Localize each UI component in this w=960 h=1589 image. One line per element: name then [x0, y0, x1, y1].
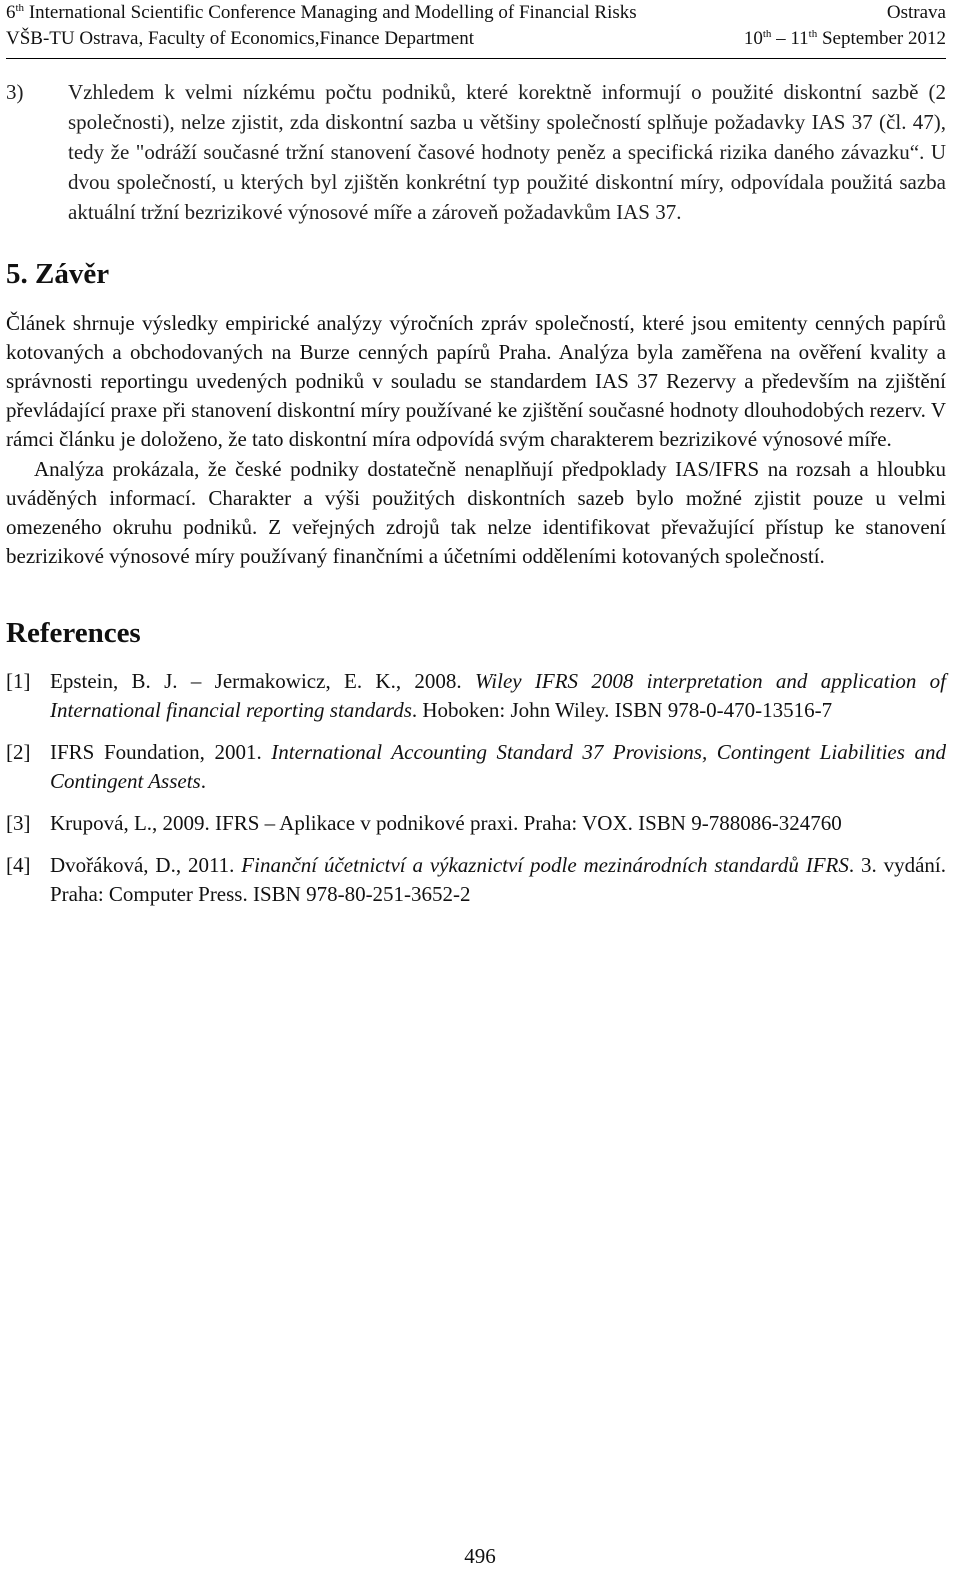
reference-item — [6, 738, 946, 796]
reference-number: [3] — [6, 811, 31, 835]
references-heading: References — [6, 617, 141, 649]
section-heading-conclusion: 5. Závěr — [6, 258, 110, 290]
reference-item — [6, 851, 946, 909]
reference-title: Wiley IFRS 2008 interpretation and application of International financial reporting standards — [50, 669, 946, 722]
reference-text: Epstein, B. J. – Jermakowicz, E. K., 2008. Wiley IFRS 2008 interpretation and application of International financial reporting standards. Hoboken: John Wiley. ISBN 978-0-470-13516-7 — [50, 669, 946, 722]
reference-title: Finanční účetnictví a výkaznictví podle mezinárodních standardů IFRS — [241, 853, 849, 877]
reference-text: Dvořáková, D., 2011. Finanční účetnictví a výkaznictví podle mezinárodních standardů IFRS. 3. vydání. Praha: Computer Press. ISBN 978-80-251-3652-2 — [50, 853, 947, 906]
reference-item — [6, 809, 946, 838]
page-header — [6, 0, 946, 59]
list-item-number: 3) — [6, 80, 24, 104]
conference-title: 6th International Scientific Conference Managing and Modelling of Financial Risks — [6, 2, 637, 23]
page-number: 496 — [464, 1544, 496, 1568]
reference-number: [2] — [6, 740, 31, 764]
conference-organizer: VŠB-TU Ostrava, Faculty of Economics,Finance Department — [6, 28, 475, 49]
list-item-3 — [6, 77, 946, 227]
reference-text: IFRS Foundation, 2001. International Accounting Standard 37 Provisions, Contingent Liabilities and Contingent Assets. — [50, 740, 946, 793]
header-row-2 — [6, 26, 946, 52]
conference-city: Ostrava — [886, 2, 946, 23]
conference-dates: 10th – 11th September 2012 — [743, 28, 946, 49]
reference-item — [6, 667, 946, 725]
reference-text: Krupová, L., 2009. IFRS – Aplikace v podnikové praxi. Praha: VOX. ISBN 9-788086-324760 — [50, 811, 842, 835]
reference-number: [1] — [6, 669, 31, 693]
conclusion-paragraph-1: Článek shrnuje výsledky empirické analýzy výročních zpráv společností, které jsou emitenty cenných papírů kotovaných a obchodovaných na Burze cenných papírů Praha. Analýza byla zaměřena na ověření kvality a správnosti reportingu uvedených podniků v souladu se standardem IAS 37 Rezervy a především na zjištění převládající praxe při stanovení diskontní míry používané ke zjištění současné hodnoty dlouhodobých rezerv. V rámci článku je doloženo, že tato diskontní míra odpovídá svým charakterem bezrizikové výnosové míře. — [6, 311, 946, 451]
reference-number: [4] — [6, 853, 31, 877]
list-item-text: Vzhledem k velmi nízkému počtu podniků, které korektně informují o použité diskontní sazbě (2 společnosti), nelze zjistit, zda diskontní sazba u většiny společností splňuje požadavky IAS 37 (čl. 47), tedy že "odráží současné tržní stanovení časové hodnoty peněz a specifická rizika daného závazku“. U dvou společností, u kterých byl zjištěn konkrétní typ použité diskontní míry, odpovídala použitá sazba aktuální tržní bezrizikové výnosové míře a zároveň požadavkům IAS 37. — [68, 80, 946, 224]
header-row-1 — [6, 0, 946, 26]
page-content — [6, 77, 946, 922]
conclusion-paragraph-2: Analýza prokázala, že české podniky dostatečně nenaplňují předpoklady IAS/IFRS na rozsah a hloubku uváděných informací. Charakter a výši použitých diskontních sazeb bylo možné zjistit pouze u velmi omezeného okruhu podniků. Z veřejných zdrojů tak nelze identifikovat převažující přístup ke stanovení bezrizikové výnosové míry používaný finančními a účetními odděleními kotovaných společností. — [6, 457, 946, 568]
reference-title: International Accounting Standard 37 Provisions, Contingent Liabilities and Contingent Assets — [50, 740, 946, 793]
references-list — [6, 667, 946, 909]
